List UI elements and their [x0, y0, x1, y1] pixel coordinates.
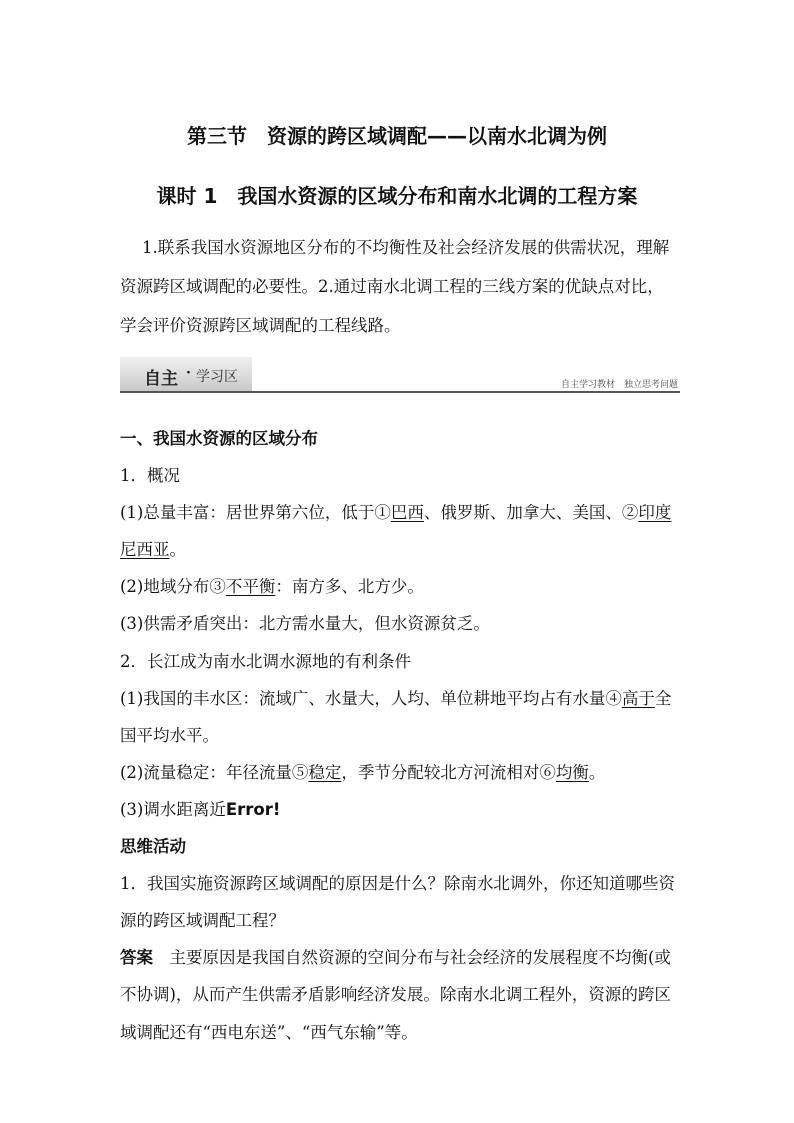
paragraph-stable-flow: [120, 754, 680, 791]
answer-blank-1: 巴西: [390, 503, 424, 523]
text-segment: (3)调水距离近: [120, 799, 226, 819]
paragraph-distribution: [120, 568, 680, 605]
section-banner: [120, 357, 680, 393]
activity-title: 思维活动: [120, 837, 186, 857]
text-segment: 。: [169, 540, 186, 560]
error-text: Error!: [225, 799, 281, 819]
paragraph-abundant-area: [120, 680, 680, 754]
paragraph-supply-demand: (3)供需矛盾突出：北方需水量大，但水资源贫乏。: [120, 614, 490, 634]
paragraph-distance: [120, 791, 680, 828]
text-segment: 、俄罗斯、加拿大、美国、②: [423, 503, 639, 523]
text-segment: 全国平均水平。: [120, 688, 672, 745]
answer-label: 答案: [120, 948, 153, 968]
answer-text: 主要原因是我国自然资源的空间分布与社会经济的发展程度不均衡(或不协调)，从而产生供需矛盾影响经济发展。除南水北调工程外，资源的跨区域调配还有“西电东送”、“西气东输”等。: [120, 948, 671, 1042]
banner-title-rest: 学习区: [196, 369, 238, 385]
text-segment: ，季节分配较北方河流相对⑥: [341, 762, 556, 782]
lesson-title: 课时 1 我国水资源的区域分布和南水北调的工程方案: [156, 184, 638, 208]
banner-title-strong: 自主: [144, 369, 178, 389]
section-title: 第三节 资源的跨区域调配——以南水北调为例: [187, 124, 607, 148]
question-1: 1．我国实施资源跨区域调配的原因是什么？除南水北调外，你还知道哪些资源的跨区域调配工程？: [120, 874, 675, 931]
content-body: [120, 420, 680, 1051]
banner-divider: [120, 391, 680, 393]
paragraph-total: [120, 494, 680, 568]
banner-dot: ·: [186, 365, 191, 381]
text-segment: (1)我国的丰水区：流域广、水量大，人均、单位耕地平均占有水量④: [120, 688, 622, 708]
banner-subtitle: 自主学习教材 独立思考问题: [560, 380, 678, 390]
text-segment: (2)地域分布③: [120, 577, 226, 597]
text-segment: (1)总量丰富：居世界第六位，低于①: [120, 503, 391, 523]
text-segment: (2)流量稳定：年径流量⑤: [120, 762, 309, 782]
answer-blank-5: 稳定: [308, 762, 342, 782]
answer-blank-4: 高于: [621, 688, 655, 708]
subheading-yangtze: 2．长江成为南水北调水源地的有利条件: [120, 651, 411, 671]
heading-water-distribution: 一、我国水资源的区域分布: [120, 429, 318, 448]
answer-blank-3: 不平衡: [225, 577, 276, 597]
learning-objectives: 1.联系我国水资源地区分布的不均衡性及社会经济发展的供需状况，理解资源跨区域调配的必要性。2.通过南水北调工程的三线方案的优缺点对比，学会评价资源跨区域调配的工程线路。: [120, 238, 670, 335]
answer-blank-6: 均衡: [555, 762, 589, 782]
text-segment: 。: [588, 762, 606, 782]
subheading-overview: 1．概况: [120, 466, 180, 486]
answer-blank-2: 印度尼西亚: [120, 503, 672, 560]
answer-1: [120, 939, 680, 1050]
text-segment: ：南方多、北方少。: [275, 577, 424, 597]
